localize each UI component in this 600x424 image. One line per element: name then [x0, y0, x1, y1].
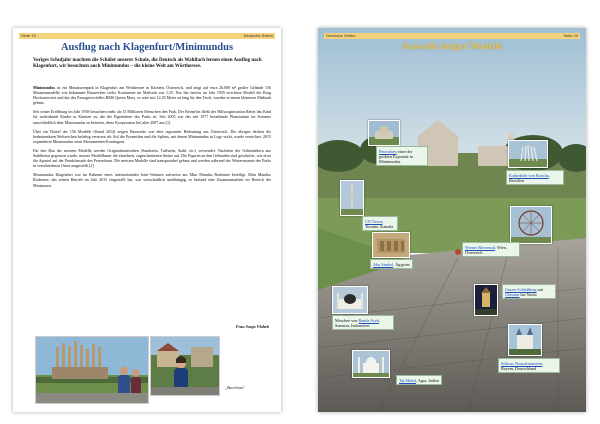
kathedrale-thumbnail	[508, 140, 548, 168]
neuschwanstein-thumbnail	[508, 324, 542, 356]
article-body	[33, 85, 271, 192]
graz-image	[475, 285, 497, 315]
cntower-description: , Toronto, Kanada	[365, 218, 394, 229]
paragraph-5: Minimundus Klagenfurt war im Rahmen eines internationalen Joint-Ventures zeitweise am Mini Mundus Bodensee beteiligt. Mini Mundus Bodensee, das seinen Betrieb im Jahr 2013 eingestellt hat, war wirtschaftlich unabhängig, es bestand eine Zusammenarbeit im Bereich der Miniaturen.	[33, 172, 271, 188]
paragraph-3: Über ein Drittel der 156 Modelle (Stand 2014) zeigen Bauwerke von eher regionaler Bedeutung aus Österreich. Die übrigen decken die bedeutendsten Weltzeichen beliebig verstreut ab: Auf die Pyramiden und die Sphinx, mit denen Minimundus in Logo wirbt, wurde verzichtet. 2015 expandierte Minimundus seine Monumenten-Kontingent.	[33, 128, 271, 144]
label-tajmahal	[396, 375, 442, 385]
moschee-description: , Sumatra, Indonesien	[335, 317, 380, 328]
author-signature: Frau Sonja Vlahek	[235, 324, 269, 329]
models-title: Auswahl einiger Modelle	[401, 42, 503, 52]
petersdom-thumbnail	[368, 120, 400, 146]
kathedrale-link[interactable]: Kathedrale von Brasília	[509, 172, 549, 178]
kathedrale-image	[509, 141, 547, 167]
neuschwanstein-image	[509, 325, 541, 355]
label-petersdom	[376, 146, 428, 166]
paragraph-1-text: ist ein Miniaturenpark in Klagenfurt am Wörthersee in Kärnten, Österreich, und zeigt auf etwa 26.000 m² großer Gelände 156 Miniaturmodelle von bekannten Bauwerken vieler Kontinente im Maßstab von 1:25. Nur das bereits im Jahr 1959 errichtete Modell der Borg Hochosterwitz und das des Passagierschiffes RMS Queen Mary, es wäre mit 12,45 Meter zu lang für den Teich, wurden in einem kleineren Maßstab gebaut.	[33, 85, 271, 106]
right-page-header	[324, 33, 580, 39]
kathedrale-description: , Brasilien	[509, 172, 550, 183]
paragraph-2: Seit seiner Eröffnung im Jahr 1958 besuchten mehr als 15 Millionen Menschen den Park. Der Reinerlös fließt der Hilfsorganisation Rettet das Kind für notleidende Kinder in Kärnten zu, die der Eigentümer des Parks ist. Seit 2003 war das seit 1977 bestehende Planetarium im Sommer ausschließlich über Minimundus zu betreten, diese Kooperation lief aber 2007 aus.[1]	[33, 109, 271, 125]
paragraph-4: Für den Bau der meisten Modelle werden Originalmaterialien (Sandstein, Tuffstein, Stahl, etc.) verwendet. Nachdem der Gebäudekern aus Stahlbeton gegossen wurde, musste Modellbauer die einzelnen, zugeschnittenen Steine auf. Die Figuren an den Gebäuden sind geschnitzt, wie etwa die Apostel auf der Prunkfassade des Petersdoms. Die meisten Modelle sind transportabel gebaut und werden während der Wintermonate des Parks in verschiedenen Orten ausgestellt.[2]	[33, 147, 271, 169]
right-page	[318, 28, 586, 412]
label-neuschwanstein	[498, 358, 560, 373]
moschee-image	[333, 287, 367, 313]
cntower-thumbnail	[340, 180, 364, 216]
photo-students-park-image	[36, 337, 148, 403]
paragraph-1	[33, 85, 271, 105]
graz-link-uhrturm[interactable]: Uhrturm	[505, 291, 520, 297]
tajmahal-description: , Agra, Indien	[416, 377, 440, 383]
label-kathedrale	[506, 170, 564, 185]
abusimbel-image	[373, 233, 409, 257]
neuschwanstein-link[interactable]: Schloss Neuschwanstein	[501, 360, 543, 366]
riesenrad-link[interactable]: Wiener Riesenrad	[465, 244, 495, 250]
moschee-thumbnail	[332, 286, 368, 314]
photo-students-park	[35, 336, 149, 404]
moschee-link[interactable]: Banda Aceh	[358, 317, 379, 323]
neuschwanstein-description: , Bayern, Deutschland	[501, 360, 544, 371]
tajmahal-image	[353, 351, 389, 377]
cntower-image	[341, 181, 363, 215]
petersdom-link[interactable]: Petersdom	[379, 148, 397, 154]
riesenrad-description: , Wien, Österreich	[465, 244, 507, 255]
photo-girl-model	[150, 336, 220, 396]
graz-connector: mit	[536, 286, 544, 292]
left-page	[13, 28, 281, 412]
right-page-number: Seite 20	[563, 33, 578, 38]
paragraph-1-lead: Minimundus	[33, 85, 56, 90]
photo-girl-model-image	[151, 337, 219, 395]
abusimbel-thumbnail	[372, 232, 410, 258]
petersdom-description: einer der größten Exponate in Minimundus	[379, 148, 413, 164]
label-graz	[502, 284, 556, 299]
tajmahal-thumbnail	[352, 350, 390, 378]
left-page-header	[19, 33, 275, 39]
graz-description: bei Nacht	[519, 291, 537, 297]
label-riesenrad	[462, 242, 520, 257]
graz-thumbnail	[474, 284, 498, 316]
moschee-prefix: Moschee von	[335, 317, 359, 323]
article-title: Ausflug nach Klagenfurt/Minimundus	[60, 42, 234, 53]
label-cntower	[362, 216, 398, 231]
petersdom-image	[369, 121, 399, 145]
graz-link-schlossberg[interactable]: Grazer Schloßberg	[505, 286, 537, 292]
label-abusimbel	[370, 259, 413, 269]
abusimbel-link[interactable]: Abu Simbel	[373, 261, 394, 267]
article-intro: Voriges Schuljahr machten die Schüler unserer Schule, die Deutsch als Wahlfach lernen einen Ausflug nach Klagenfurt, wir besuchten auch Minimundus – die kleine Welt am Wörthersee.	[33, 58, 262, 70]
left-page-number: Seite 19	[21, 33, 36, 38]
photo-caption: „Barcelona“	[225, 386, 245, 390]
abusimbel-description: , Ägypten	[393, 261, 410, 267]
label-moschee	[332, 315, 394, 330]
riesenrad-thumbnail	[510, 206, 552, 244]
cntower-link[interactable]: CN Tower	[365, 218, 383, 224]
riesenrad-image	[511, 207, 551, 243]
tajmahal-link[interactable]: Taj Mahal	[399, 377, 417, 383]
left-section-label: Deutsche Seiten	[243, 33, 273, 38]
right-section-label: Deutsche Seiten	[326, 33, 356, 38]
